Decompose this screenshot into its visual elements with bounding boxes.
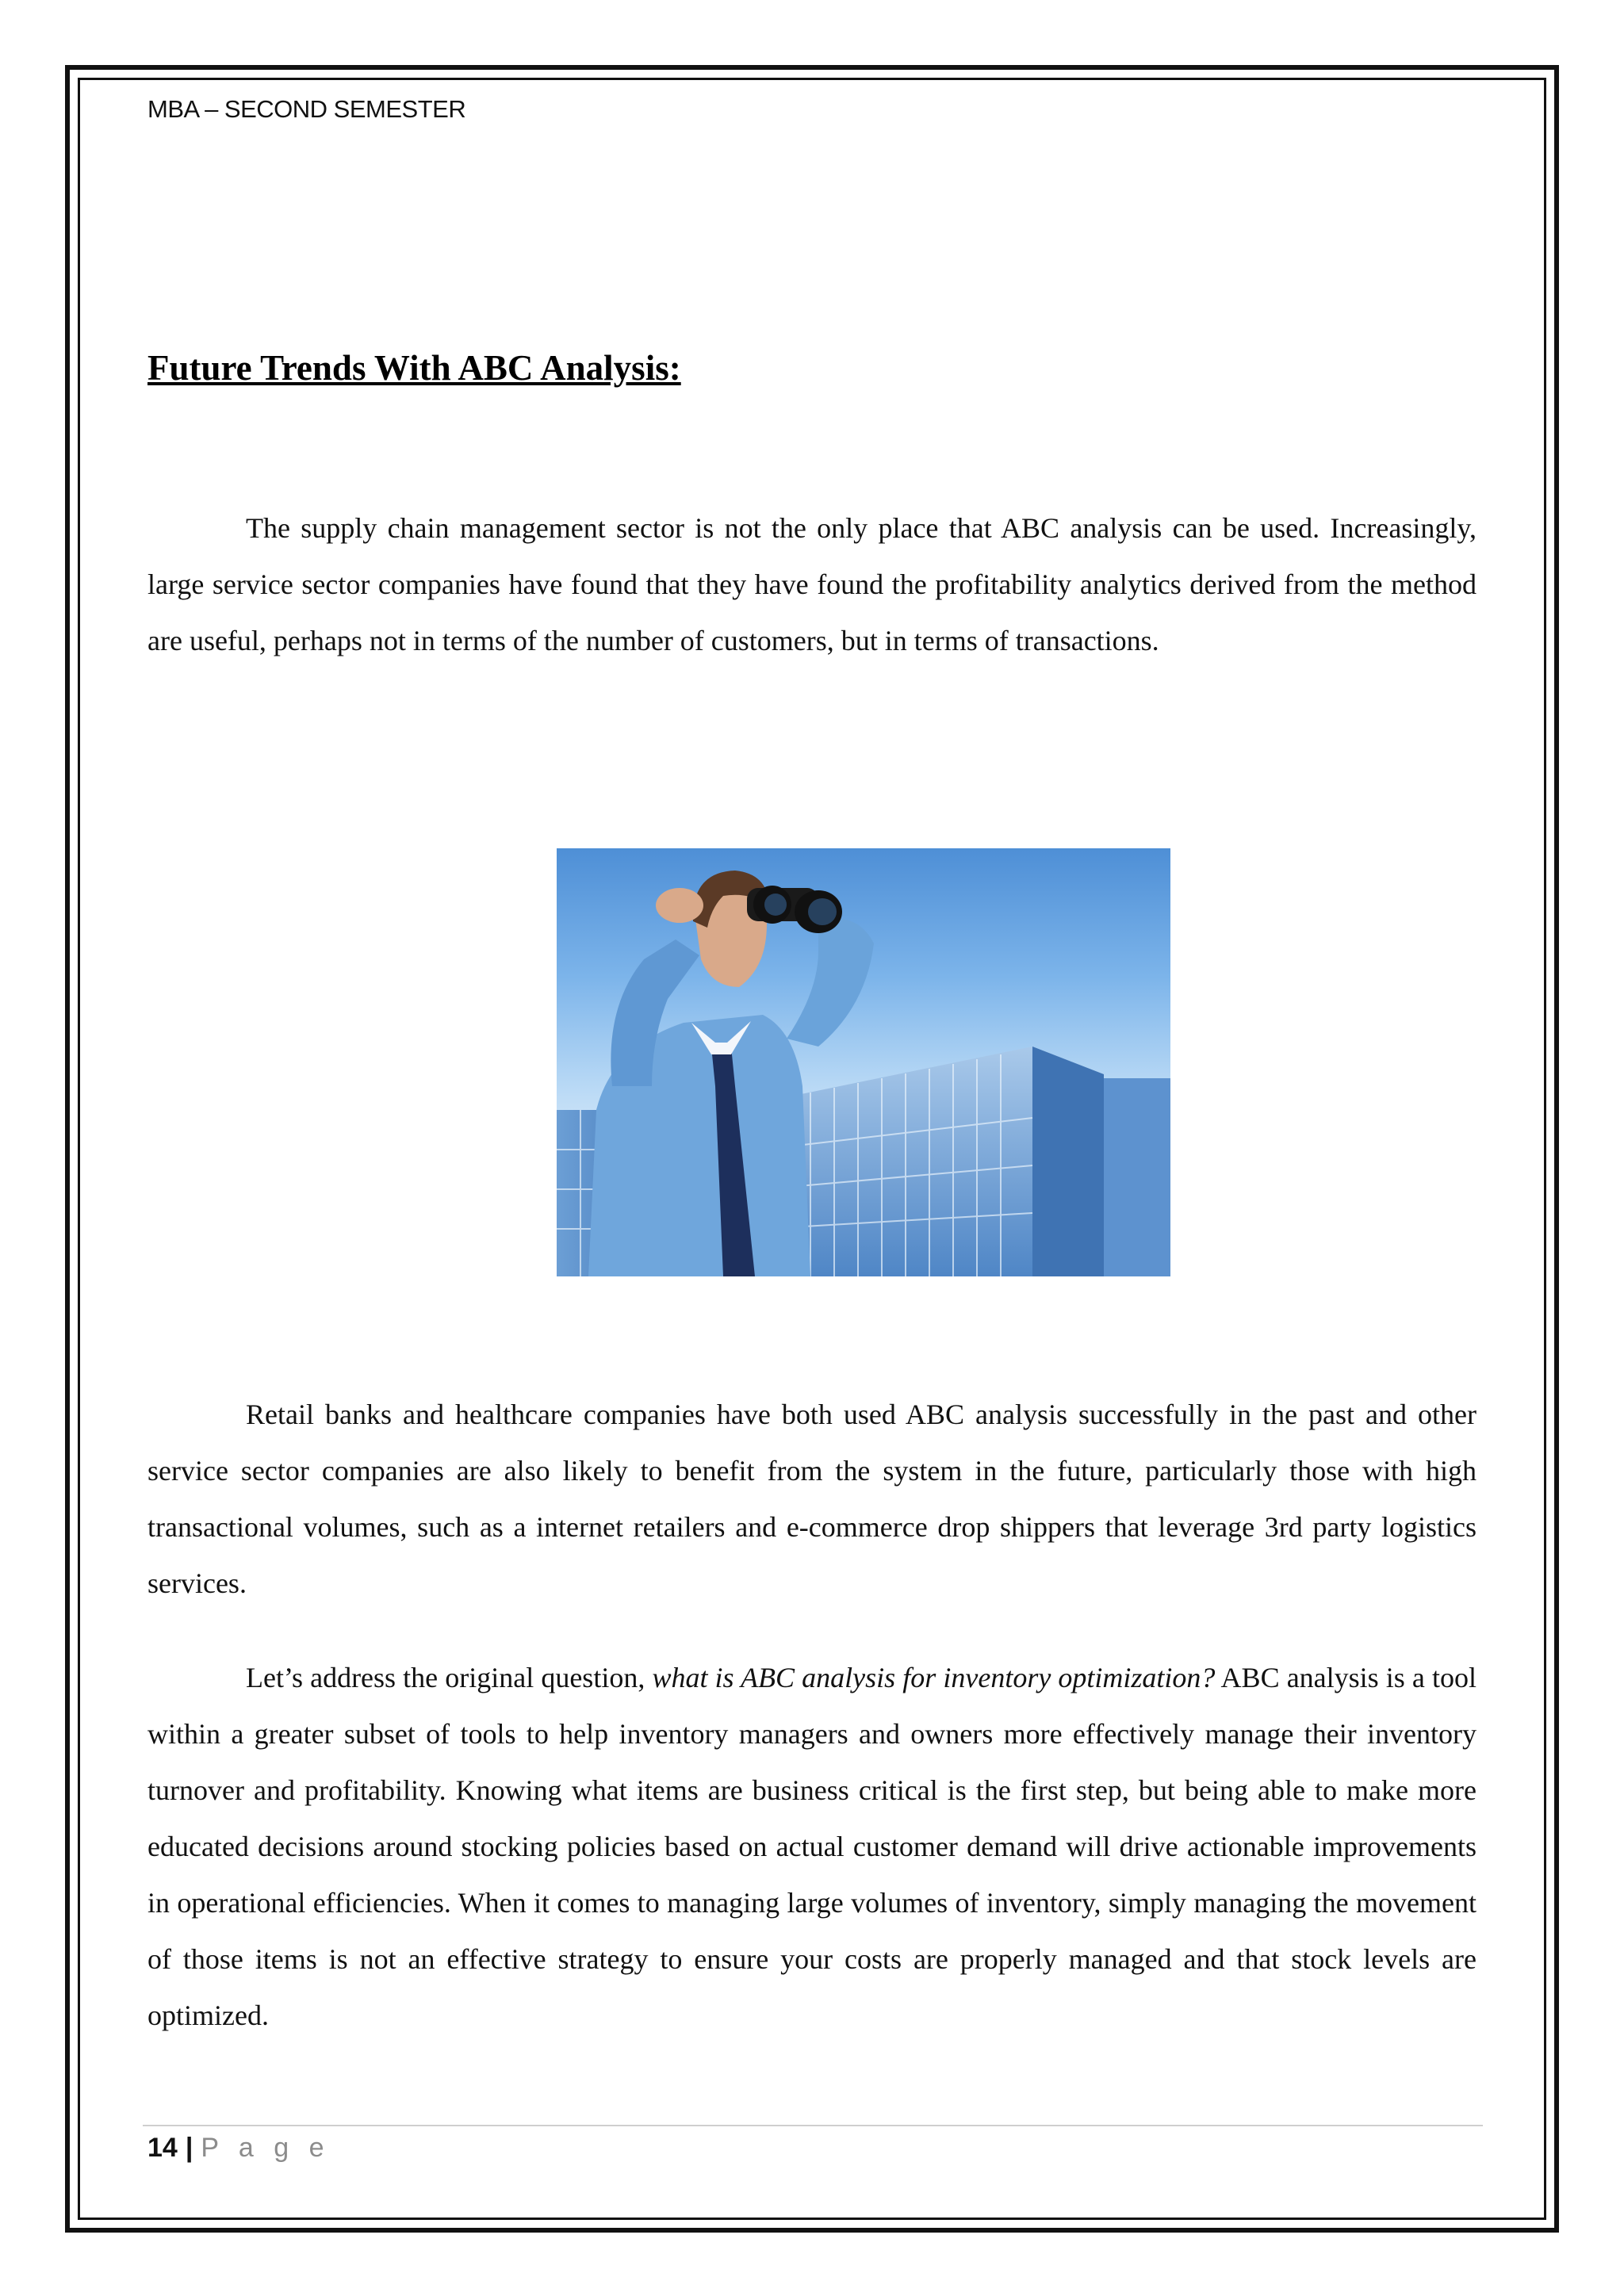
paragraph-2: Retail banks and healthcare companies have both used ABC analysis successfully in the past and other service sector companies are also likely to benefit from the system in the future, particularly those with high transactional volumes, such as a internet retailers and e-commerce drop shippers that leverage 3rd party logistics services. xyxy=(147,1399,1477,1599)
section-heading: Future Trends With ABC Analysis: xyxy=(147,348,681,388)
paragraph-3-lead: Let’s address the original question, xyxy=(246,1662,653,1693)
footer-divider xyxy=(143,2125,1483,2126)
page-label: P a g e xyxy=(201,2133,331,2163)
businessman-binoculars-photo xyxy=(557,848,1170,1276)
paragraph-3-question: what is ABC analysis for inventory optimization? xyxy=(652,1662,1216,1693)
paragraph-3 xyxy=(147,1650,1477,2044)
paragraph-3-body: ABC analysis is a tool within a greater subset of tools to help inventory managers and owners more effectively manage their inventory turnover and profitability. Knowing what items are business critical is the first step, but being able to make more educated decisions around stocking policies based on actual customer demand will drive actionable improvements in operational efficiencies. When it comes to managing large volumes of inventory, simply managing the movement of those items is not an effective strategy to ensure your costs are properly managed and that stock levels are optimized. xyxy=(147,1662,1477,2031)
paragraph-1: The supply chain management sector is not the only place that ABC analysis can be used. Increasingly, large service sector companies have found that they have found the profitability analytics derived from the method are useful, perhaps not in terms of the number of customers, but in terms of transactions. xyxy=(147,512,1477,656)
building-right xyxy=(1032,1047,1170,1276)
page-number: 14 xyxy=(147,2133,178,2163)
page-footer xyxy=(147,2133,330,2164)
running-header: MBA – SECOND SEMESTER xyxy=(147,95,466,123)
footer-separator: | xyxy=(185,2133,193,2163)
photo-illustration xyxy=(557,848,1170,1276)
